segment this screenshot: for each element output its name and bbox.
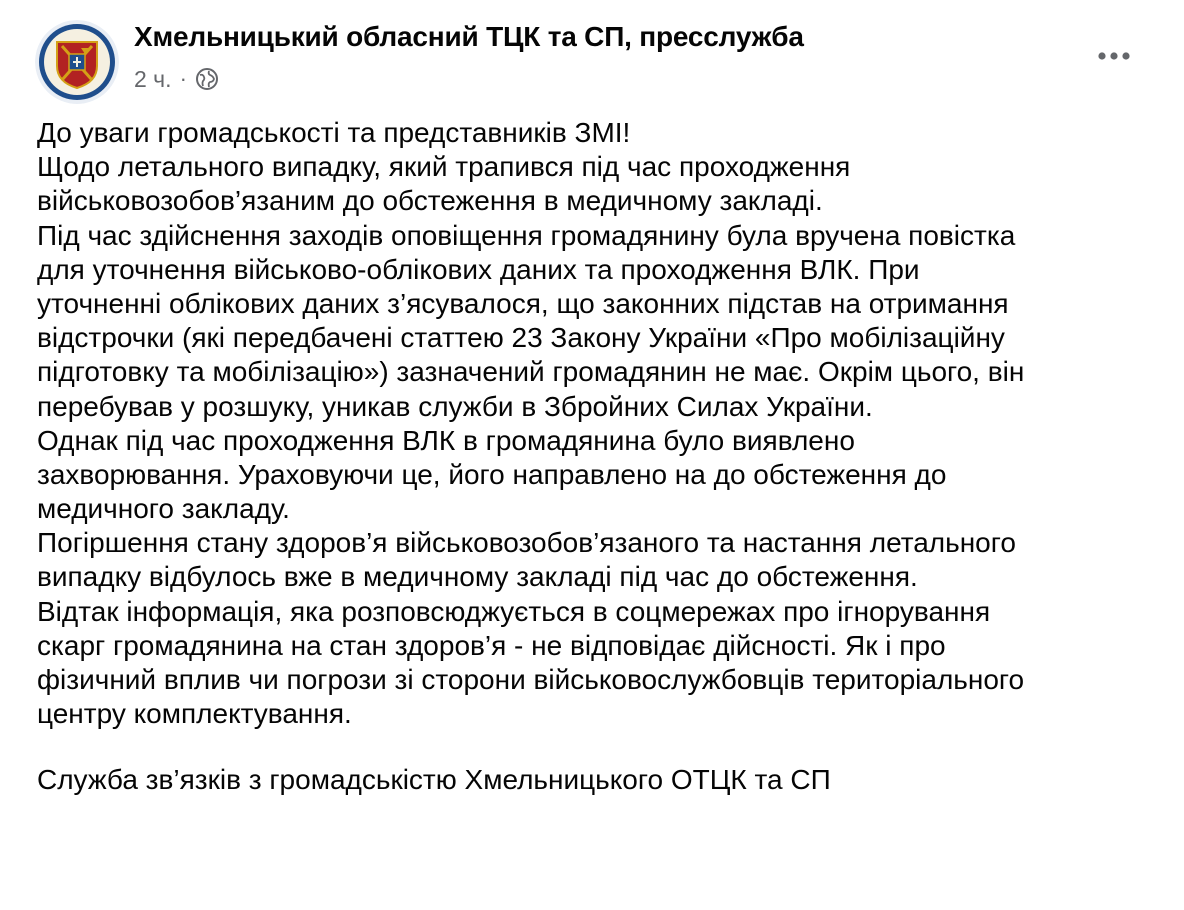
post-timestamp[interactable]: 2 ч. xyxy=(134,65,172,92)
emblem-shield-icon xyxy=(35,20,119,104)
body-line: Погіршення стану здоров’я військовозобов’язаного та настання летального xyxy=(37,527,1016,559)
body-line: скарг громадянина на стан здоров’я - не відповідає дійсності. Як і про xyxy=(37,629,946,661)
body-line: відстрочки (які передбачені статтею 23 Закону України «Про мобілізаційну xyxy=(37,322,1005,354)
body-line: До уваги громадськості та представників ЗМІ! xyxy=(37,117,631,148)
body-line: для уточнення військово-облікових даних та проходження ВЛК. При xyxy=(37,253,920,285)
post-signature: Служба зв’язків з громадськістю Хмельницького ОТЦК та СП xyxy=(37,764,831,796)
body-line: Однак під час проходження ВЛК в громадянина було виявлено xyxy=(37,424,855,456)
body-line: Під час здійснення заходів оповіщення громадянину була вручена повістка xyxy=(37,219,1016,251)
more-horizontal-icon xyxy=(1094,50,1134,62)
body-line: медичного закладу. xyxy=(37,493,290,525)
body-line: фізичний вплив чи погрози зі сторони військовослужбовців територіального xyxy=(37,664,1025,695)
body-line: захворювання. Ураховуючи це, його направлено на до обстеження до xyxy=(37,458,947,490)
body-line: Відтак інформація, яка розповсюджується в соцмережах про ігнорування xyxy=(37,595,991,627)
meta-separator: · xyxy=(179,66,187,91)
page-avatar[interactable] xyxy=(35,20,119,104)
post-body xyxy=(37,116,1167,798)
body-line: військовозобов’язаним до обстеження в медичному закладі. xyxy=(37,185,823,217)
body-line: Щодо летального випадку, який трапився під час проходження xyxy=(37,151,851,183)
globe-icon[interactable] xyxy=(195,67,219,91)
more-options-button[interactable] xyxy=(1090,32,1138,80)
page-name-link[interactable]: Хмельницький обласний ТЦК та СП, пресслужба xyxy=(134,21,804,52)
body-line: випадку відбулось вже в медичному закладі під час до обстеження. xyxy=(37,561,918,593)
body-line: уточненні облікових даних з’ясувалося, що законних підстав на отримання xyxy=(37,287,1009,319)
body-line: підготовку та мобілізацію») зазначений громадянин не має. Окрім цього, він xyxy=(37,356,1025,388)
body-line: перебував у розшуку, уникав служби в Збройних Силах України. xyxy=(37,390,873,422)
body-line: центру комплектування. xyxy=(37,698,352,730)
post-meta xyxy=(134,64,219,94)
